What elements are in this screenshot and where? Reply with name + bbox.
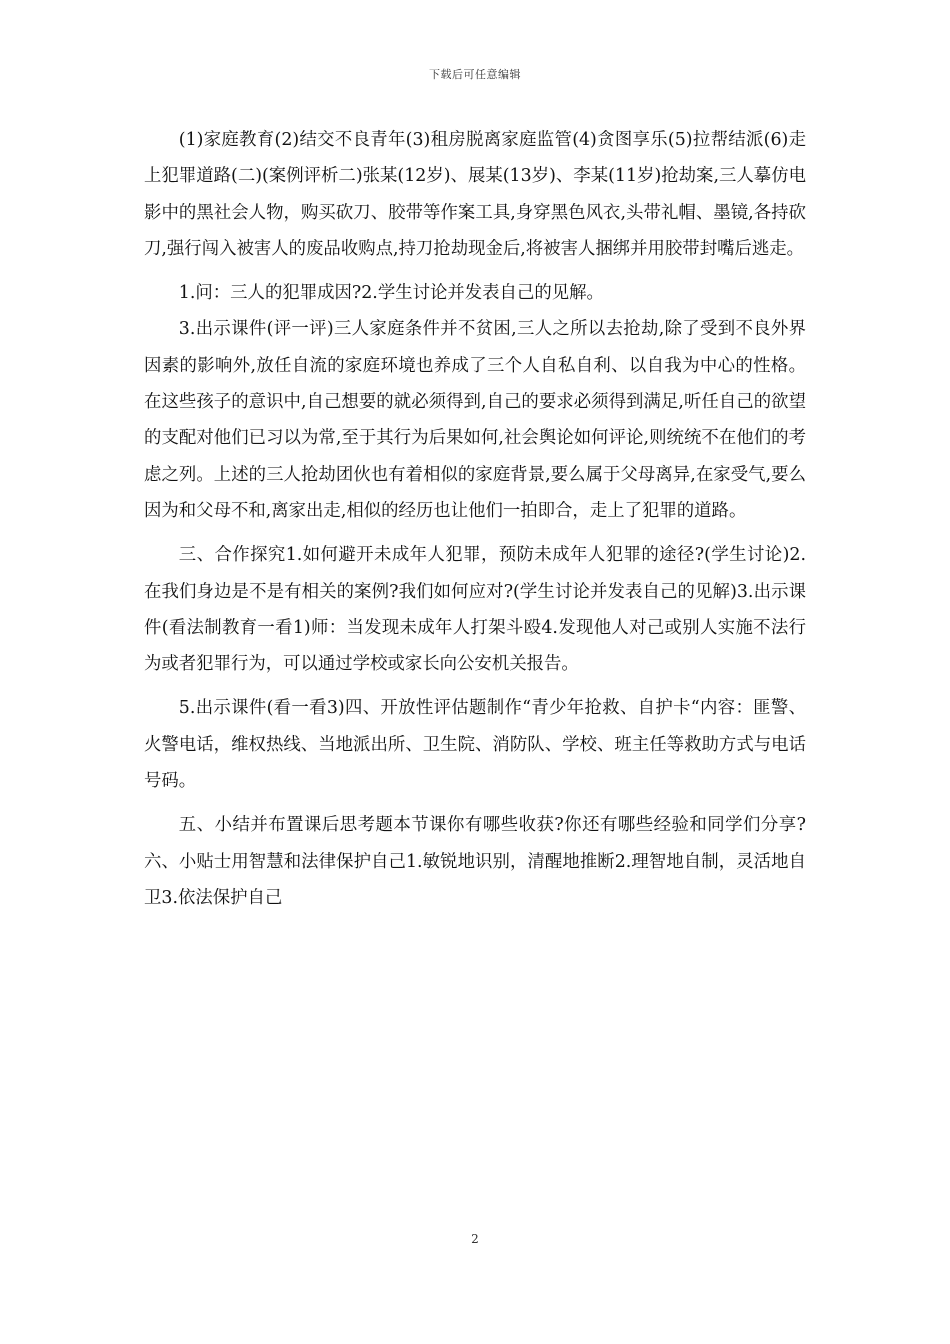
paragraph-cooperative-inquiry: 三、合作探究1.如何避开未成年人犯罪，预防未成年人犯罪的途径?(学生讨论)2.在我们身边是不是有相关的案例?我们如何应对?(学生讨论并发表自己的见解)3.出示课件(看法制教育一看1)师：当发现未成年人打架斗殴4.发现他人对己或别人实施不法行为或者犯罪行为，可以通过学校或家长向公安机关报告。 — [144, 545, 806, 675]
page-number: 2 — [471, 1232, 479, 1246]
paragraph-question: 1.问：三人的犯罪成因?2.学生讨论并发表自己的见解。 — [178, 283, 604, 304]
paragraph-courseware-review: 3.出示课件(评一评)三人家庭条件并不贫困,三人之所以去抢劫,除了受到不良外界因素的影响外,放任自流的家庭环境也养成了三个人自私自利、以自我为中心的性格。在这些孩子的意识中,自己想要的就必须得到,自己的要求必须得到满足,听任自己的欲望的支配对他们已习以为常,至于其行为后果如何,社会舆论如何评论,则统统不在他们的考虑之列。上述的三人抢劫团伙也有着相似的家庭背景,要么属于父母离异,在家受气,要么因为和父母不和,离家出走,相似的经历也让他们一拍即合，走上了犯罪的道路。 — [144, 319, 806, 521]
paragraph-summary-tips: 五、小结并布置课后思考题本节课你有哪些收获?你还有哪些经验和同学们分享?六、小贴士用智慧和法律保护自己1.敏锐地识别，清醒地推断2.理智地自制，灵活地自卫3.依法保护自己 — [144, 815, 806, 908]
paragraph-case-analysis: (1)家庭教育(2)结交不良青年(3)租房脱离家庭监管(4)贪图享乐(5)拉帮结派(6)走上犯罪道路(二)(案例评析二)张某(12岁)、展某(13岁)、李某(11岁)抢劫案,三人摹仿电影中的黑社会人物，购买砍刀、胶带等作案工具,身穿黑色风衣,头带礼帽、墨镜,各持砍刀,强行闯入被害人的废品收购点,持刀抢劫现金后,将被害人捆绑并用胶带封嘴后逃走。 — [144, 130, 806, 259]
document-body — [144, 122, 806, 924]
paragraph-open-assessment: 5.出示课件(看一看3)四、开放性评估题制作“青少年抢救、自护卡“内容：匪警、火警电话，维权热线、当地派出所、卫生院、消防队、学校、班主任等救助方式与电话号码。 — [144, 698, 806, 792]
page-header-note: 下载后可任意编辑 — [429, 68, 521, 81]
